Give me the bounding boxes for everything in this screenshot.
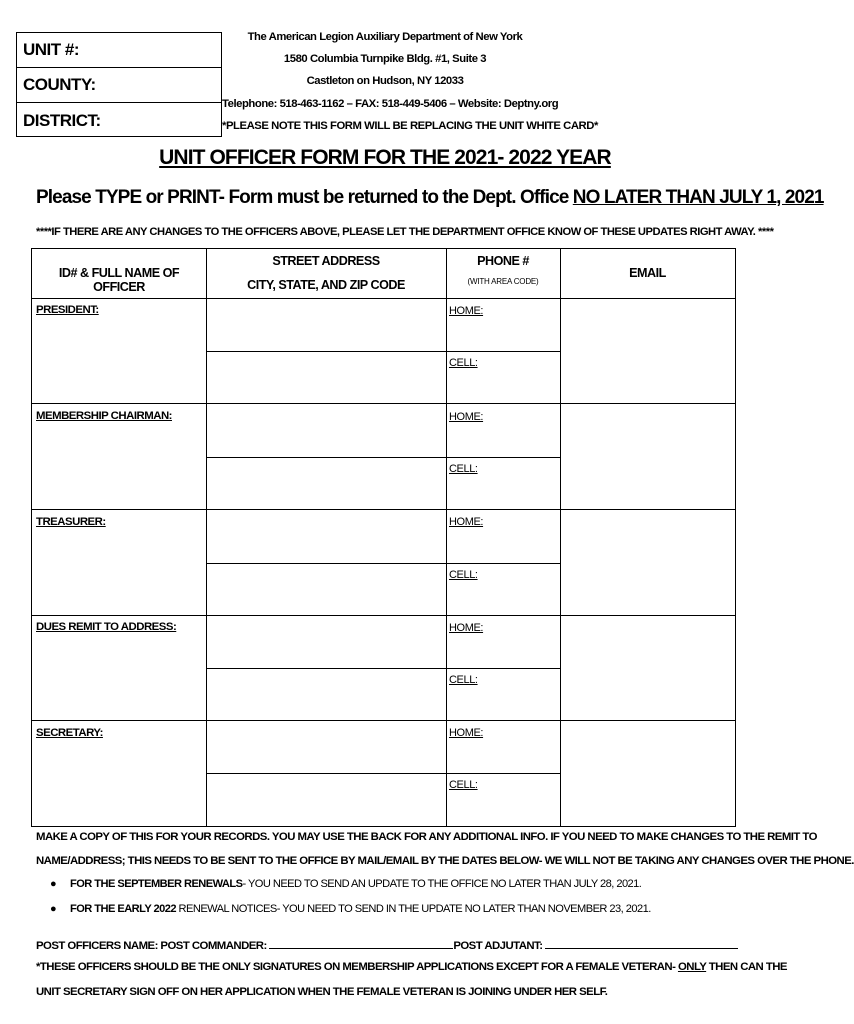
county-label: COUNTY: xyxy=(23,75,96,94)
post-commander-field[interactable] xyxy=(269,937,453,949)
signature-note-a: *THESE OFFICERS SHOULD BE THE ONLY SIGNATURES ON MEMBERSHIP APPLICATIONS EXCEPT FOR A FEMALE VETERAN- xyxy=(36,961,678,973)
col-divider-3 xyxy=(560,249,561,826)
row-divider xyxy=(32,403,735,404)
officer-table xyxy=(31,248,736,827)
form-title: UNIT OFFICER FORM FOR THE 2021- 2022 YEAR xyxy=(159,146,611,169)
mid-divider xyxy=(206,773,560,774)
row-label-dues-remit: DUES REMIT TO ADDRESS: xyxy=(36,621,177,633)
instruction-deadline: NO LATER THAN JULY 1, 2021 xyxy=(572,187,824,208)
cell-phone-label: CELL: xyxy=(449,569,478,581)
unit-number-label: UNIT #: xyxy=(23,40,79,59)
bullet-september-bold: FOR THE SEPTEMBER RENEWALS xyxy=(70,878,243,890)
row-label-secretary: SECRETARY: xyxy=(36,727,103,739)
org-contact: Telephone: 518-463-1162 – FAX: 518-449-5406 – Website: Deptny.org xyxy=(222,97,559,110)
org-name: The American Legion Auxiliary Department of New York xyxy=(247,31,523,43)
mid-divider xyxy=(206,563,560,564)
cell-phone-label: CELL: xyxy=(449,674,478,686)
instruction-lead: Please TYPE or PRINT- Form must be returned to the Dept. Office xyxy=(36,187,573,208)
header-officer-name: ID# & FULL NAME OF OFFICER xyxy=(58,266,180,294)
form-replacement-note: *PLEASE NOTE THIS FORM WILL BE REPLACING THE UNIT WHITE CARD* xyxy=(222,119,598,132)
header-divider xyxy=(32,298,735,299)
bullet-early-bold: FOR THE EARLY 2022 xyxy=(70,903,177,915)
header-street-address: STREET ADDRESS xyxy=(272,254,380,268)
cell-phone-label: CELL: xyxy=(449,779,478,791)
post-commander-label: POST OFFICERS NAME: POST COMMANDER: xyxy=(36,940,270,952)
bullet-icon: ● xyxy=(50,878,57,890)
post-adjutant-label: POST ADJUTANT: xyxy=(453,940,546,952)
home-phone-label: HOME: xyxy=(449,305,484,317)
records-note-line1: MAKE A COPY OF THIS FOR YOUR RECORDS. YOU MAY USE THE BACK FOR ANY ADDITIONAL INFO. IF YOU NEED TO MAKE CHANGES TO THE REMIT TO xyxy=(36,831,817,843)
row-divider xyxy=(32,509,735,510)
home-phone-label: HOME: xyxy=(449,622,484,634)
instruction-line xyxy=(36,187,824,209)
row-divider xyxy=(32,720,735,721)
cell-phone-label: CELL: xyxy=(449,463,478,475)
unit-number-field[interactable] xyxy=(17,33,221,68)
mid-divider xyxy=(206,668,560,669)
org-address-line2: Castleton on Hudson, NY 12033 xyxy=(306,75,464,88)
signature-note-line1 xyxy=(36,961,787,973)
row-label-treasurer: TREASURER: xyxy=(36,516,106,528)
header-city-state-zip: CITY, STATE, AND ZIP CODE xyxy=(247,278,405,292)
department-header xyxy=(222,26,598,137)
row-label-president: PRESIDENT: xyxy=(36,304,99,316)
bullet-early-2022 xyxy=(50,903,651,915)
district-label: DISTRICT: xyxy=(23,110,101,130)
signature-note-b: THEN CAN THE xyxy=(706,961,787,973)
bullet-september xyxy=(50,878,641,890)
col-divider-2 xyxy=(446,249,447,826)
org-address-line1: 1580 Columbia Turnpike Bldg. #1, Suite 3 xyxy=(283,53,487,66)
post-adjutant-field[interactable] xyxy=(545,937,738,949)
row-label-membership-chairman: MEMBERSHIP CHAIRMAN: xyxy=(36,410,172,422)
home-phone-label: HOME: xyxy=(449,411,484,423)
col-divider-1 xyxy=(206,249,207,826)
row-divider xyxy=(32,615,735,616)
post-officers-line xyxy=(36,937,740,952)
bullet-early-text: RENEWAL NOTICES- YOU NEED TO SEND IN THE UPDATE NO LATER THAN NOVEMBER 23, 2021. xyxy=(176,903,651,915)
home-phone-label: HOME: xyxy=(449,516,484,528)
records-note-line2: NAME/ADDRESS; THIS NEEDS TO BE SENT TO THE OFFICE BY MAIL/EMAIL BY THE DATES BELOW- WE WILL NOT BE TAKING ANY CHANGES OVER THE PHONE. xyxy=(36,855,854,867)
header-email: EMAIL xyxy=(629,266,666,280)
mid-divider xyxy=(206,457,560,458)
cell-phone-label: CELL: xyxy=(449,357,478,369)
changes-notice: ****IF THERE ARE ANY CHANGES TO THE OFFICERS ABOVE, PLEASE LET THE DEPARTMENT OFFICE KNOW OF THESE UPDATES RIGHT AWAY. **** xyxy=(36,226,774,238)
header-phone: PHONE # xyxy=(477,254,529,268)
bullet-icon: ● xyxy=(50,903,57,915)
signature-note-only: ONLY xyxy=(677,961,707,973)
mid-divider xyxy=(206,351,560,352)
bullet-september-text: - YOU NEED TO SEND AN UPDATE TO THE OFFICE NO LATER THAN JULY 28, 2021. xyxy=(242,878,642,890)
header-phone-sub: (WITH AREA CODE) xyxy=(467,277,539,286)
county-field[interactable] xyxy=(17,68,221,103)
signature-note-line2: UNIT SECRETARY SIGN OFF ON HER APPLICATION WHEN THE FEMALE VETERAN IS JOINING UNDER HER SELF. xyxy=(36,986,608,998)
home-phone-label: HOME: xyxy=(449,727,484,739)
district-field[interactable] xyxy=(17,103,221,138)
unit-info-box xyxy=(16,32,222,137)
